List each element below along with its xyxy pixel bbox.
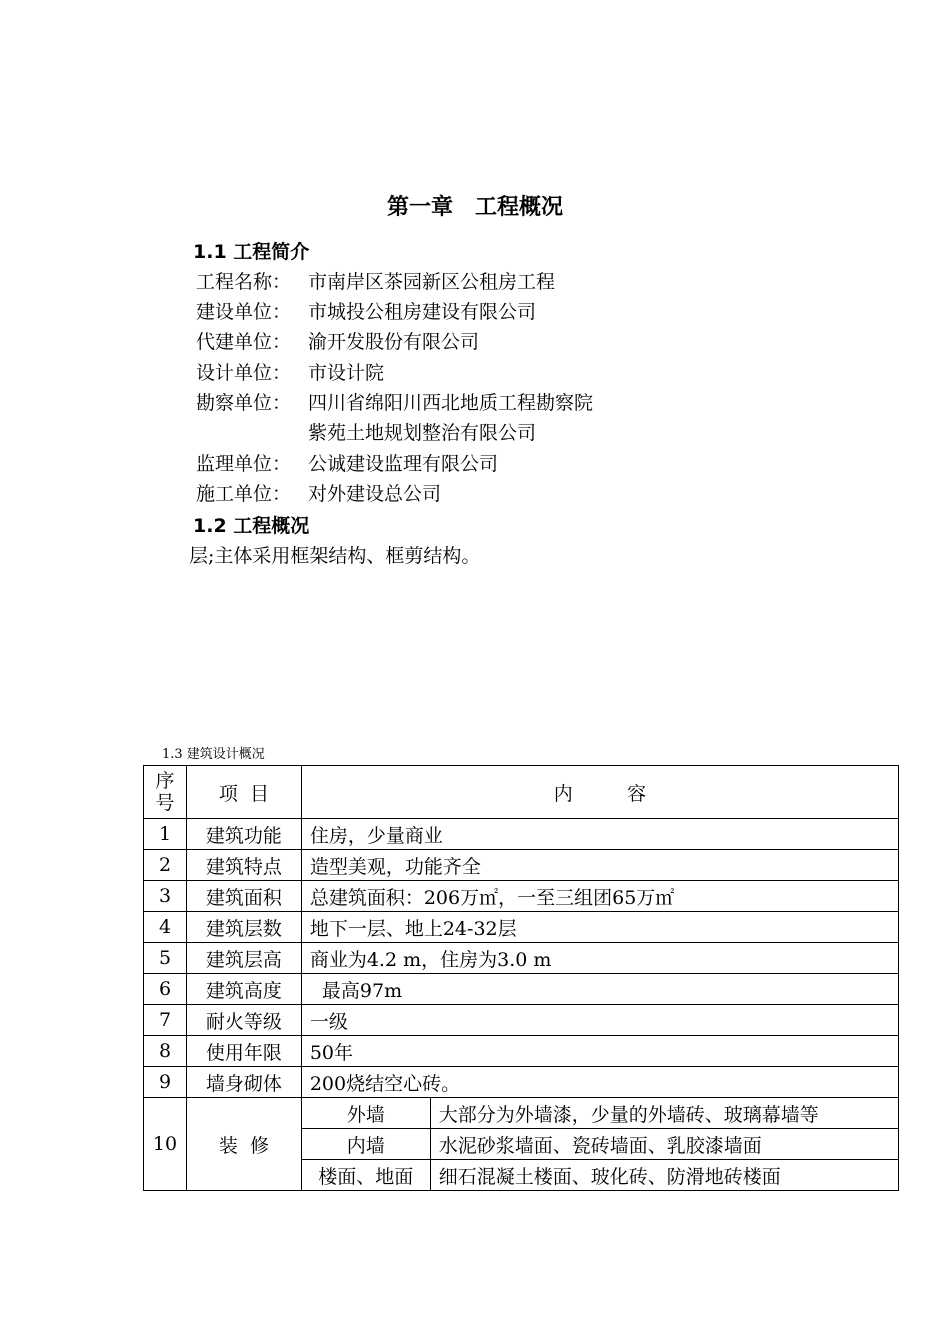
decoration-content: 大部分为外墙漆，少量的外墙砖、玻璃幕墙等 — [430, 1098, 898, 1129]
chapter-title: 第一章 工程概况 — [386, 195, 563, 220]
info-key: 代建单位： — [196, 331, 292, 353]
table-row-decoration — [144, 1098, 899, 1129]
header-seq — [144, 766, 187, 819]
row-no: 9 — [144, 1067, 187, 1098]
row-item: 建筑层高 — [186, 943, 301, 974]
info-key: 设计单位： — [196, 362, 292, 384]
row-no: 5 — [144, 943, 187, 974]
info-key: 监理单位： — [196, 453, 292, 475]
row-no: 2 — [144, 850, 187, 881]
header-item: 项 目 — [186, 766, 301, 819]
row-content: 总建筑面积：206万㎡，一至三组团65万㎡ — [301, 881, 898, 912]
row-no: 7 — [144, 1005, 187, 1036]
table-row — [144, 912, 899, 943]
section-1-2-text: 层;主体采用框架结构、框剪结构。 — [189, 545, 481, 567]
row-item: 建筑功能 — [186, 819, 301, 850]
row-item: 墙身砌体 — [186, 1067, 301, 1098]
info-key: 建设单位： — [196, 301, 292, 323]
row-content: 200烧结空心砖。 — [301, 1067, 898, 1098]
row-content: 商业为4.2 m，住房为3.0 m — [301, 943, 898, 974]
decoration-part: 内墙 — [301, 1129, 430, 1160]
info-key: 施工单位： — [196, 483, 292, 505]
row-no: 6 — [144, 974, 187, 1005]
header-content: 内 容 — [301, 766, 898, 819]
section-1-2-heading: 1.2 工程概况 — [193, 515, 310, 537]
row-item: 使用年限 — [186, 1036, 301, 1067]
header-seq-2: 号 — [155, 792, 175, 814]
table-row — [144, 819, 899, 850]
info-value: 市城投公租房建设有限公司 — [308, 301, 537, 323]
info-value: 四川省绵阳川西北地质工程勘察院 — [308, 392, 594, 414]
row-item: 建筑特点 — [186, 850, 301, 881]
info-value: 紫苑土地规划整治有限公司 — [308, 422, 537, 444]
table-row — [144, 881, 899, 912]
info-value: 对外建设总公司 — [308, 483, 442, 505]
design-overview-table — [143, 765, 899, 1191]
table-row — [144, 1067, 899, 1098]
section-1-1-heading: 1.1 工程简介 — [193, 241, 310, 263]
info-key: 勘察单位： — [196, 392, 292, 414]
decoration-content: 水泥砂浆墙面、瓷砖墙面、乳胶漆墙面 — [430, 1129, 898, 1160]
info-value: 市南岸区茶园新区公租房工程 — [308, 271, 556, 293]
row-no: 3 — [144, 881, 187, 912]
row-content: 住房，少量商业 — [301, 819, 898, 850]
row-item: 耐火等级 — [186, 1005, 301, 1036]
row-content: 最高97m — [301, 974, 898, 1005]
info-key: 工程名称： — [196, 271, 292, 293]
row-item: 建筑高度 — [186, 974, 301, 1005]
table-row — [144, 974, 899, 1005]
row-item: 装 修 — [186, 1098, 301, 1191]
table-row — [144, 1036, 899, 1067]
table-caption: 1.3 建筑设计概况 — [162, 747, 265, 762]
row-content: 造型美观，功能齐全 — [301, 850, 898, 881]
decoration-part: 外墙 — [301, 1098, 430, 1129]
info-value: 市设计院 — [308, 362, 385, 384]
row-item: 建筑层数 — [186, 912, 301, 943]
row-no: 1 — [144, 819, 187, 850]
table-header-row — [144, 766, 899, 819]
decoration-content: 细石混凝土楼面、玻化砖、防滑地砖楼面 — [430, 1160, 898, 1191]
row-no: 10 — [144, 1098, 187, 1191]
info-value: 渝开发股份有限公司 — [308, 331, 480, 353]
info-value: 公诚建设监理有限公司 — [308, 453, 499, 475]
row-item: 建筑面积 — [186, 881, 301, 912]
table-row — [144, 1005, 899, 1036]
row-no: 8 — [144, 1036, 187, 1067]
row-content: 一级 — [301, 1005, 898, 1036]
table-row — [144, 850, 899, 881]
row-content: 地下一层、地上24-32层 — [301, 912, 898, 943]
row-no: 4 — [144, 912, 187, 943]
header-seq-1: 序 — [155, 770, 175, 792]
table-row — [144, 943, 899, 974]
row-content: 50年 — [301, 1036, 898, 1067]
decoration-part: 楼面、地面 — [301, 1160, 430, 1191]
